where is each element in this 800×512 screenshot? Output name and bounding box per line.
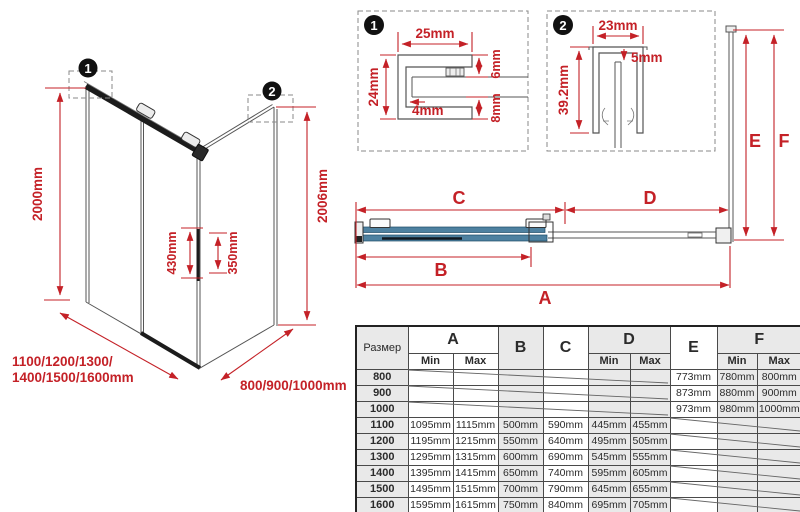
- cell-e: [670, 497, 717, 512]
- table-row: [356, 433, 800, 449]
- cell-e: [670, 417, 717, 433]
- cell-d-min: [588, 401, 630, 417]
- cell-f-max: [757, 449, 800, 465]
- dim-handle-length: 430mm: [165, 231, 179, 275]
- dim-25mm: 25mm: [415, 26, 455, 41]
- cell-f-max: [757, 481, 800, 497]
- dim-height-left: 2000mm: [30, 166, 45, 222]
- cell-d-max: 505mm: [630, 433, 670, 449]
- cell-e: 873mm: [670, 385, 717, 401]
- cell-d-max: [630, 385, 670, 401]
- cell-f-min: 980mm: [717, 401, 757, 417]
- cell-a-min: 1095mm: [408, 417, 453, 433]
- cell-f-min: [717, 497, 757, 512]
- cell-c: 640mm: [543, 433, 588, 449]
- header-col-a: A: [408, 326, 498, 353]
- cell-a-max: 1115mm: [453, 417, 498, 433]
- detail-1-dimensions: [366, 26, 503, 123]
- cell-d-min: [588, 369, 630, 385]
- cell-f-max: 1000mm: [757, 401, 800, 417]
- cell-d-min: 595mm: [588, 465, 630, 481]
- row-size-label: 1200: [356, 433, 408, 449]
- cell-b: [498, 401, 543, 417]
- cell-a-min: 1295mm: [408, 449, 453, 465]
- cell-f-min: [717, 449, 757, 465]
- header-col-c: C: [543, 326, 588, 369]
- dim-letter-b: B: [434, 260, 448, 280]
- header-a-max: Max: [453, 353, 498, 369]
- cell-f-min: [717, 433, 757, 449]
- detail-1-number: 1: [370, 18, 378, 33]
- detail-2: [547, 11, 715, 151]
- roller-plan-1: [370, 219, 390, 228]
- table-row: [356, 449, 800, 465]
- dim-letter-a: A: [538, 288, 552, 308]
- cell-f-max: [757, 433, 800, 449]
- cell-a-min: [408, 369, 453, 385]
- cell-c: [543, 385, 588, 401]
- header-col-e: E: [670, 326, 717, 369]
- cell-a-max: 1215mm: [453, 433, 498, 449]
- cell-f-max: [757, 497, 800, 512]
- table-row: [356, 465, 800, 481]
- right-panel-edges: [274, 107, 277, 326]
- dim-depth: 800/900/1000mm: [240, 378, 347, 393]
- cell-d-max: [630, 369, 670, 385]
- cell-a-max: [453, 369, 498, 385]
- header-d-min: Min: [588, 353, 630, 369]
- cell-c: [543, 401, 588, 417]
- marker-1-number: 1: [84, 61, 92, 76]
- cell-c: 590mm: [543, 417, 588, 433]
- dim-5mm: 5mm: [631, 50, 663, 65]
- row-size-label: 1100: [356, 417, 408, 433]
- cell-d-max: [630, 401, 670, 417]
- dim-8mm: 8mm: [489, 93, 503, 123]
- roller-clips: [602, 108, 634, 125]
- dim-height-right: 2006mm: [315, 168, 330, 224]
- row-size-label: 800: [356, 369, 408, 385]
- cell-a-max: 1615mm: [453, 497, 498, 512]
- cell-f-min: 880mm: [717, 385, 757, 401]
- roller-knob: [543, 214, 550, 220]
- header-col-b: B: [498, 326, 543, 369]
- plan-dimensions: [356, 30, 790, 308]
- cell-e: [670, 449, 717, 465]
- table-row: [356, 497, 800, 512]
- wall-bracket-foot: [356, 236, 362, 242]
- header-col-d: D: [588, 326, 670, 353]
- cell-f-max: 800mm: [757, 369, 800, 385]
- cell-b: 550mm: [498, 433, 543, 449]
- door-edge: [141, 118, 144, 334]
- table-row: [356, 481, 800, 497]
- cell-f-max: [757, 465, 800, 481]
- row-size-label: 1000: [356, 401, 408, 417]
- cell-a-max: 1415mm: [453, 465, 498, 481]
- cell-b: 750mm: [498, 497, 543, 512]
- table-row: [356, 369, 800, 385]
- dim-handle-inner: 350mm: [226, 231, 240, 275]
- panel-section: [412, 77, 528, 97]
- side-top-edge: [200, 105, 274, 153]
- iso-dimensions: [12, 88, 347, 393]
- corner-block: [716, 228, 731, 243]
- row-size-label: 1500: [356, 481, 408, 497]
- clip-detail: [446, 68, 464, 76]
- plan-view: [355, 26, 790, 308]
- dim-39mm: 39.2mm: [556, 64, 571, 116]
- detail-2-dimensions: [556, 18, 663, 133]
- wall-profile-top: [726, 26, 736, 32]
- header-size: Размер: [356, 326, 408, 369]
- cell-b: [498, 369, 543, 385]
- table-row: [356, 385, 800, 401]
- dim-width-line1: 1100/1200/1300/: [12, 354, 113, 369]
- row-size-label: 1600: [356, 497, 408, 512]
- detail-1: [358, 11, 528, 151]
- left-panel-edges: [86, 86, 89, 303]
- cell-d-min: [588, 385, 630, 401]
- header-a-min: Min: [408, 353, 453, 369]
- row-size-label: 1400: [356, 465, 408, 481]
- cell-c: 790mm: [543, 481, 588, 497]
- cell-a-min: [408, 385, 453, 401]
- cell-c: 740mm: [543, 465, 588, 481]
- detail-2-number: 2: [559, 18, 567, 33]
- cell-d-min: 695mm: [588, 497, 630, 512]
- cell-d-min: 645mm: [588, 481, 630, 497]
- cell-d-max: 705mm: [630, 497, 670, 512]
- cell-c: [543, 369, 588, 385]
- cell-d-max: 605mm: [630, 465, 670, 481]
- cell-b: 700mm: [498, 481, 543, 497]
- table-row: [356, 401, 800, 417]
- cell-d-min: 445mm: [588, 417, 630, 433]
- marker-2-number: 2: [268, 84, 276, 99]
- cell-b: 650mm: [498, 465, 543, 481]
- header-f-min: Min: [717, 353, 757, 369]
- panel-fitting: [688, 233, 702, 237]
- dim-6mm: 6mm: [489, 49, 503, 79]
- isometric-view: [12, 59, 347, 394]
- cell-b: [498, 385, 543, 401]
- cell-f-min: [717, 481, 757, 497]
- cell-c: 840mm: [543, 497, 588, 512]
- cell-a-max: [453, 401, 498, 417]
- header-col-f: F: [717, 326, 800, 353]
- dim-letter-f: F: [778, 131, 790, 151]
- cell-a-min: 1195mm: [408, 433, 453, 449]
- cell-d-max: 455mm: [630, 417, 670, 433]
- cell-e: [670, 481, 717, 497]
- dim-width-line2: 1400/1500/1600mm: [12, 370, 134, 385]
- cell-b: 500mm: [498, 417, 543, 433]
- cell-a-min: 1395mm: [408, 465, 453, 481]
- size-table: [355, 325, 800, 512]
- cell-d-max: 555mm: [630, 449, 670, 465]
- cell-b: 600mm: [498, 449, 543, 465]
- cell-a-max: 1515mm: [453, 481, 498, 497]
- dim-letter-e: E: [748, 131, 762, 151]
- row-size-label: 1300: [356, 449, 408, 465]
- dim-24mm: 24mm: [366, 67, 381, 107]
- cell-a-min: [408, 401, 453, 417]
- header-d-max: Max: [630, 353, 670, 369]
- row-size-label: 900: [356, 385, 408, 401]
- cell-e: [670, 433, 717, 449]
- dim-4mm: 4mm: [412, 103, 444, 118]
- cell-f-min: [717, 417, 757, 433]
- dim-letter-d: D: [643, 188, 657, 208]
- cell-d-min: 495mm: [588, 433, 630, 449]
- cell-a-min: 1495mm: [408, 481, 453, 497]
- dim-23mm: 23mm: [598, 18, 638, 33]
- cell-e: 773mm: [670, 369, 717, 385]
- cell-e: [670, 465, 717, 481]
- side-panel-plan: [729, 30, 733, 242]
- cell-a-min: 1595mm: [408, 497, 453, 512]
- dim-letter-c: C: [452, 188, 466, 208]
- cell-f-max: [757, 417, 800, 433]
- cell-c: 690mm: [543, 449, 588, 465]
- cell-d-max: 655mm: [630, 481, 670, 497]
- cell-f-min: 780mm: [717, 369, 757, 385]
- cell-f-max: 900mm: [757, 385, 800, 401]
- cell-e: 973mm: [670, 401, 717, 417]
- cell-f-min: [717, 465, 757, 481]
- cell-a-max: [453, 385, 498, 401]
- cell-d-min: 545mm: [588, 449, 630, 465]
- glass-section: [615, 62, 621, 148]
- cell-a-max: 1315mm: [453, 449, 498, 465]
- table-row: [356, 417, 800, 433]
- size-table-wrapper: [355, 325, 800, 512]
- header-f-max: Max: [757, 353, 800, 369]
